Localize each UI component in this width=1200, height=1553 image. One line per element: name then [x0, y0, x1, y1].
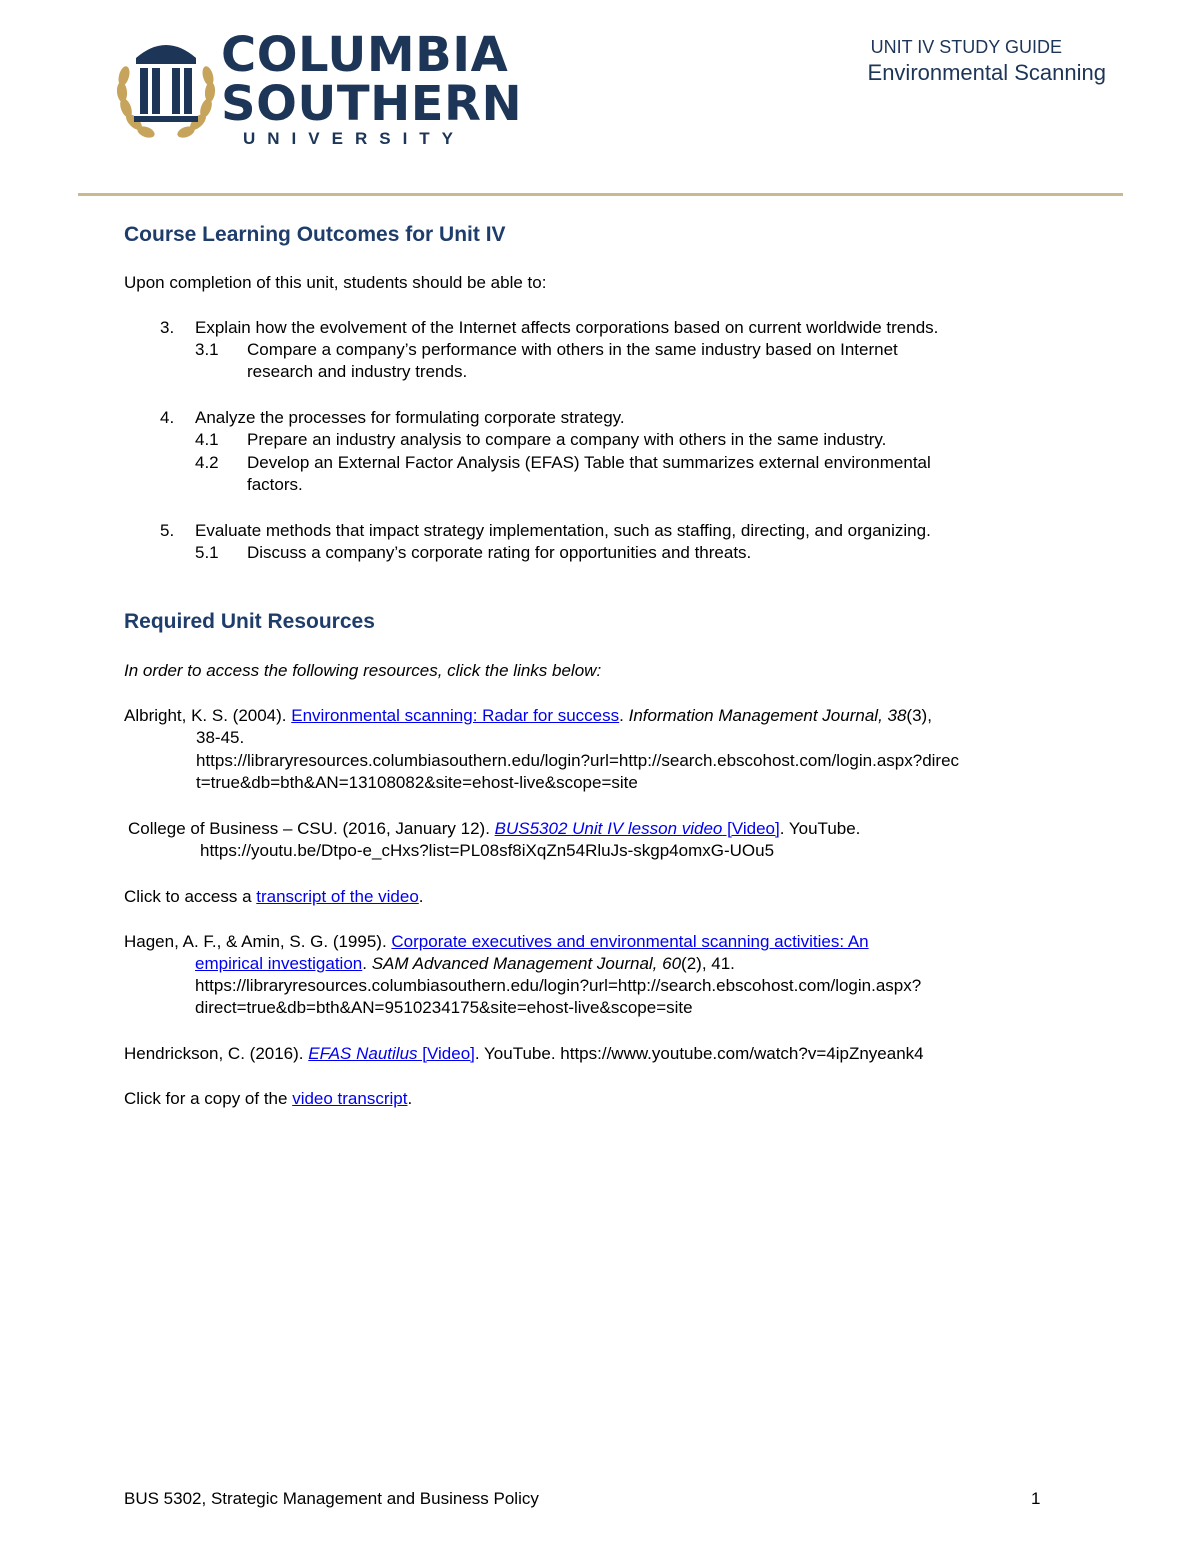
link-format: [Video]: [722, 819, 780, 838]
citation-url-cont: t=true&db=bth&AN=13108082&site=ehost-live&scope=site: [196, 773, 638, 792]
footer-course: BUS 5302, Strategic Management and Business Policy: [124, 1489, 539, 1508]
logo-wordmark-line2: SOUTHERN: [221, 76, 523, 132]
citation-hagen-cont: [195, 953, 735, 975]
unit-label: UNIT IV STUDY GUIDE: [870, 37, 1062, 57]
header-divider: [78, 193, 1123, 196]
university-logo: [112, 27, 523, 150]
transcript-punct: .: [418, 887, 424, 906]
citation-journal: Information Management Journal, 38: [628, 706, 907, 725]
citation-source: . YouTube.: [779, 819, 861, 838]
outcome-sub-number: 3.1: [195, 340, 219, 359]
unit-title: Environmental Scanning: [867, 60, 1106, 85]
outcome-sub-text-cont: factors.: [247, 475, 303, 494]
link-format: [Video]: [417, 1044, 475, 1063]
outcomes-intro: Upon completion of this unit, students should be able to:: [124, 273, 547, 292]
transcript-text: Click to access a: [124, 887, 257, 906]
citation-author: Albright, K. S. (2004).: [124, 706, 292, 725]
outcome-number: 4.: [160, 408, 175, 427]
outcome-sub-text: Discuss a company’s corporate rating for opportunities and threats.: [247, 543, 752, 562]
hagen-article-link[interactable]: Corporate executives and environmental scanning activities: An: [391, 932, 869, 951]
resources-intro: In order to access the following resources, click the links below:: [124, 661, 602, 680]
outcome-text: Evaluate methods that impact strategy implementation, such as staffing, directing, and organizing.: [195, 521, 931, 540]
outcome-number: 3.: [160, 318, 175, 337]
outcome-number: 5.: [160, 521, 175, 540]
outcome-text: Analyze the processes for formulating corporate strategy.: [195, 408, 625, 427]
citation-url: https://libraryresources.columbiasouthern.edu/login?url=http://search.ebscohost.com/login.aspx?direc: [196, 751, 960, 770]
resources-heading: Required Unit Resources: [124, 610, 375, 633]
outcome-sub-text-cont: research and industry trends.: [247, 362, 468, 381]
citation-punct: .: [619, 706, 629, 725]
citation-url: https://libraryresources.columbiasouthern.edu/login?url=http://search.ebscohost.com/login.aspx?: [195, 976, 922, 995]
citation-author: Hagen, A. F., & Amin, S. G. (1995).: [124, 932, 392, 951]
citation-url-cont: direct=true&db=bth&AN=9510234175&site=ehost-live&scope=site: [195, 998, 693, 1017]
citation-source: . YouTube. https://www.youtube.com/watch?v=4ipZnyeank4: [474, 1044, 924, 1063]
outcome-sub-text: Compare a company’s performance with others in the same industry based on Internet: [247, 340, 898, 359]
logo-wordmark-line3: UNIVERSITY: [243, 129, 466, 148]
csu-lesson-video-link[interactable]: [495, 819, 780, 838]
transcript-line: [124, 886, 424, 908]
outcome-sub-number: 4.1: [195, 430, 219, 449]
video-transcript-link-2[interactable]: video transcript: [292, 1089, 408, 1108]
citation-csu: [128, 818, 860, 840]
outcome-text: Explain how the evolvement of the Internet affects corporations based on current worldwide trends.: [195, 318, 939, 337]
outcome-sub-number: 5.1: [195, 543, 219, 562]
video-transcript-link[interactable]: transcript of the video: [256, 887, 419, 906]
page-number: 1: [1031, 1489, 1041, 1508]
citation-issue: (2), 41.: [681, 954, 735, 973]
outcome-sub-text: Prepare an industry analysis to compare a company with others in the same industry.: [247, 430, 887, 449]
citation-author: Hendrickson, C. (2016).: [124, 1044, 309, 1063]
citation-url: https://youtu.be/Dtpo-e_cHxs?list=PL08sf8iXqZn54RluJs-skgp4omxG-UOu5: [200, 841, 775, 860]
citation-albright: [124, 705, 932, 727]
logo-wordmark-line1: COLUMBIA: [221, 27, 509, 83]
laurel-column-emblem-icon: [112, 30, 220, 150]
citation-issue: (3),: [906, 706, 932, 725]
citation-pages: 38-45.: [196, 728, 245, 747]
transcript-text: Click for a copy of the: [124, 1089, 293, 1108]
link-title: BUS5302 Unit IV lesson video: [494, 819, 723, 838]
citation-punct: .: [362, 954, 372, 973]
outcomes-heading: Course Learning Outcomes for Unit IV: [124, 223, 506, 246]
transcript-punct: .: [407, 1089, 413, 1108]
albright-article-link[interactable]: Environmental scanning: Radar for success: [291, 706, 620, 725]
citation-journal: SAM Advanced Management Journal, 60: [371, 954, 682, 973]
citation-hagen: [124, 931, 869, 953]
hagen-article-link-cont[interactable]: empirical investigation: [195, 954, 363, 973]
efas-nautilus-video-link[interactable]: [308, 1044, 475, 1063]
outcome-sub-number: 4.2: [195, 453, 219, 472]
outcome-sub-text: Develop an External Factor Analysis (EFAS) Table that summarizes external environmental: [247, 453, 931, 472]
citation-hendrickson: [124, 1043, 924, 1065]
citation-author: College of Business – CSU. (2016, January 12).: [128, 819, 495, 838]
link-title: EFAS Nautilus: [308, 1044, 418, 1063]
transcript-line: [124, 1088, 412, 1110]
